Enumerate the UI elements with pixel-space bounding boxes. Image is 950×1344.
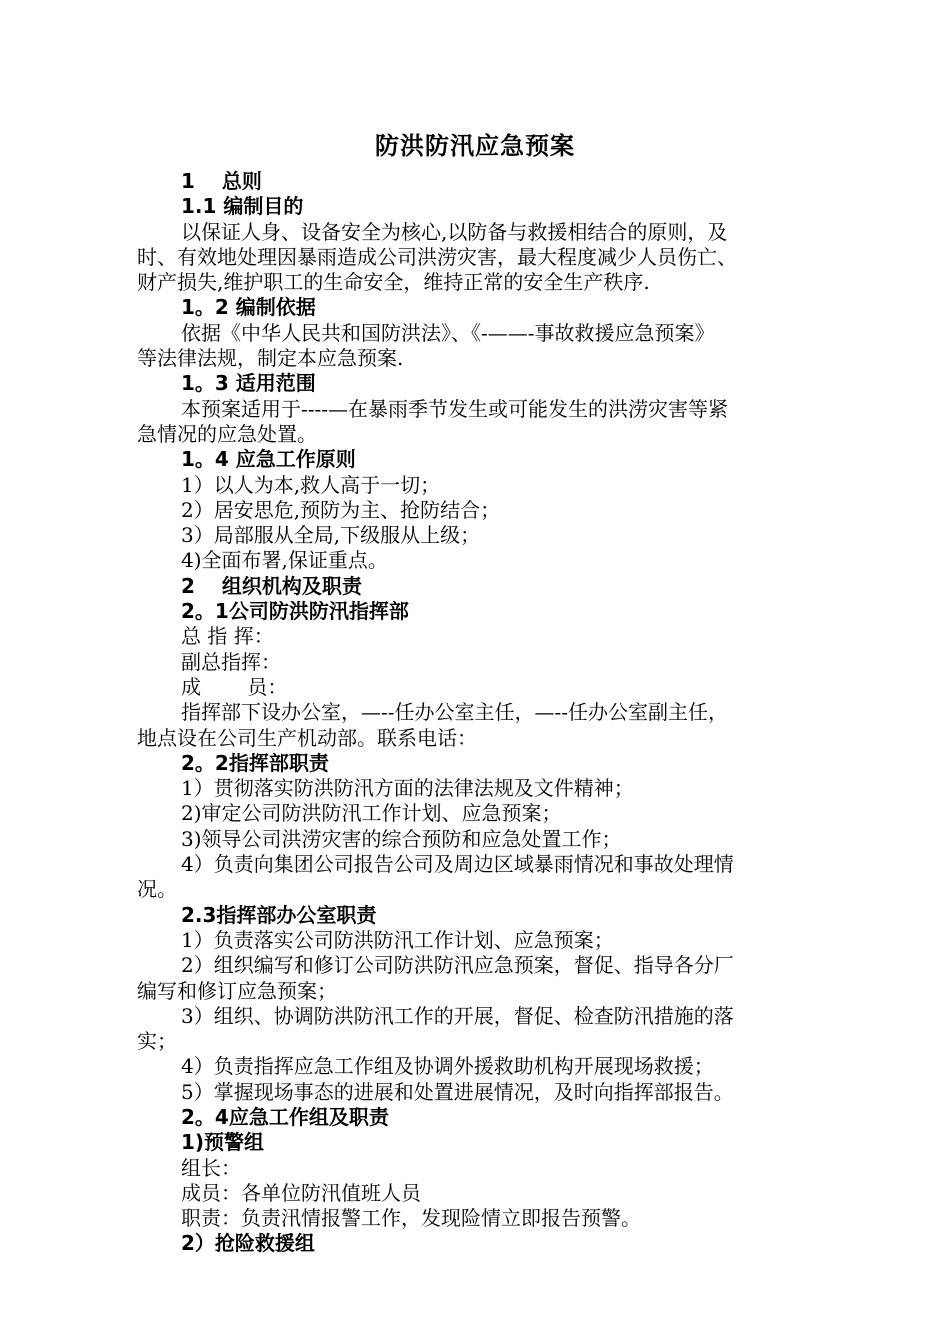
section-heading: 2.3指挥部办公室职责 [181,902,377,927]
paragraph-line: 1）负责落实公司防洪防汛工作计划、应急预案； [181,927,614,952]
paragraph-line: 组长： [181,1155,241,1180]
paragraph-line: 4)全面布署,保证重点。 [181,548,388,573]
section-heading: 2。4应急工作组及职责 [181,1104,389,1129]
paragraph-line: 3）组织、协调防洪防汛工作的开展，督促、检查防汛措施的落 [181,1003,734,1028]
paragraph-line: 1）贯彻落实防洪防汛方面的法律法规及文件精神； [181,776,634,801]
section-heading: 2）抢险救援组 [181,1231,315,1256]
section-heading: 1。4 应急工作原则 [181,447,356,472]
section-heading: 1。3 适用范围 [181,371,316,396]
paragraph-line: 以保证人身、设备安全为核心,以防备与救援相结合的原则，及 [181,219,728,244]
paragraph-line: 急情况的应急处置。 [137,421,317,446]
section-heading: 1)预警组 [181,1130,265,1155]
paragraph-line: 1）以人为本,救人高于一切； [181,472,441,497]
section-heading: 2。1公司防洪防汛指挥部 [181,599,409,624]
section-heading: 2。2指挥部职责 [181,750,329,775]
paragraph-line: 地点设在公司生产机动部。联系电话： [137,725,477,750]
paragraph-line: 2）居安思危,预防为主、抢防结合； [181,497,501,522]
paragraph-line: 依据《中华人民共和国防洪法》、《-——-事故救援应急预案》 [181,320,715,345]
section-heading: 1.1 编制目的 [181,194,304,219]
paragraph-line: 职责：负责汛情报警工作，发现险情立即报告预警。 [181,1206,641,1231]
paragraph-line: 3)领导公司洪涝灾害的综合预防和应急处置工作； [181,826,622,851]
document-body [137,169,817,1257]
paragraph-line: 总 指 挥： [181,624,274,649]
paragraph-line: 4）负责指挥应急工作组及协调外援救助机构开展现场救援； [181,1054,714,1079]
paragraph-line: 况。 [137,877,177,902]
paragraph-line: 财产损失,维护职工的生命安全，维持正常的安全生产秩序. [137,270,650,295]
paragraph-line: 等法律法规，制定本应急预案. [137,346,404,371]
paragraph-line: 编写和修订应急预案； [137,978,337,1003]
paragraph-line: 4）负责向集团公司报告公司及周边区域暴雨情况和事故处理情 [181,852,734,877]
paragraph-line: 2)审定公司防洪防汛工作计划、应急预案； [181,801,562,826]
section-heading: 1。2 编制依据 [181,295,316,320]
paragraph-line: 3）局部服从全局,下级服从上级； [181,523,481,548]
paragraph-line: 本预案适用于----—在暴雨季节发生或可能发生的洪涝灾害等紧 [181,396,729,421]
paragraph-line: 指挥部下设办公室，—--任办公室主任，—--任办公室副主任， [181,700,729,725]
paragraph-line: 2）组织编写和修订公司防洪防汛应急预案，督促、指导各分厂 [181,953,734,978]
paragraph-line: 成员：各单位防汛值班人员 [181,1180,421,1205]
section-heading: 2 组织机构及职责 [181,573,362,598]
paragraph-line: 5）掌握现场事态的进展和处置进展情况，及时向指挥部报告。 [181,1079,734,1104]
paragraph-line: 成 员： [181,674,288,699]
paragraph-line: 副总指挥： [181,649,281,674]
document-title: 防洪防汛应急预案 [375,132,575,160]
paragraph-line: 时、有效地处理因暴雨造成公司洪涝灾害，最大程度减少人员伤亡、 [137,244,737,269]
section-heading: 1 总则 [181,169,262,193]
paragraph-line: 实； [137,1029,177,1054]
